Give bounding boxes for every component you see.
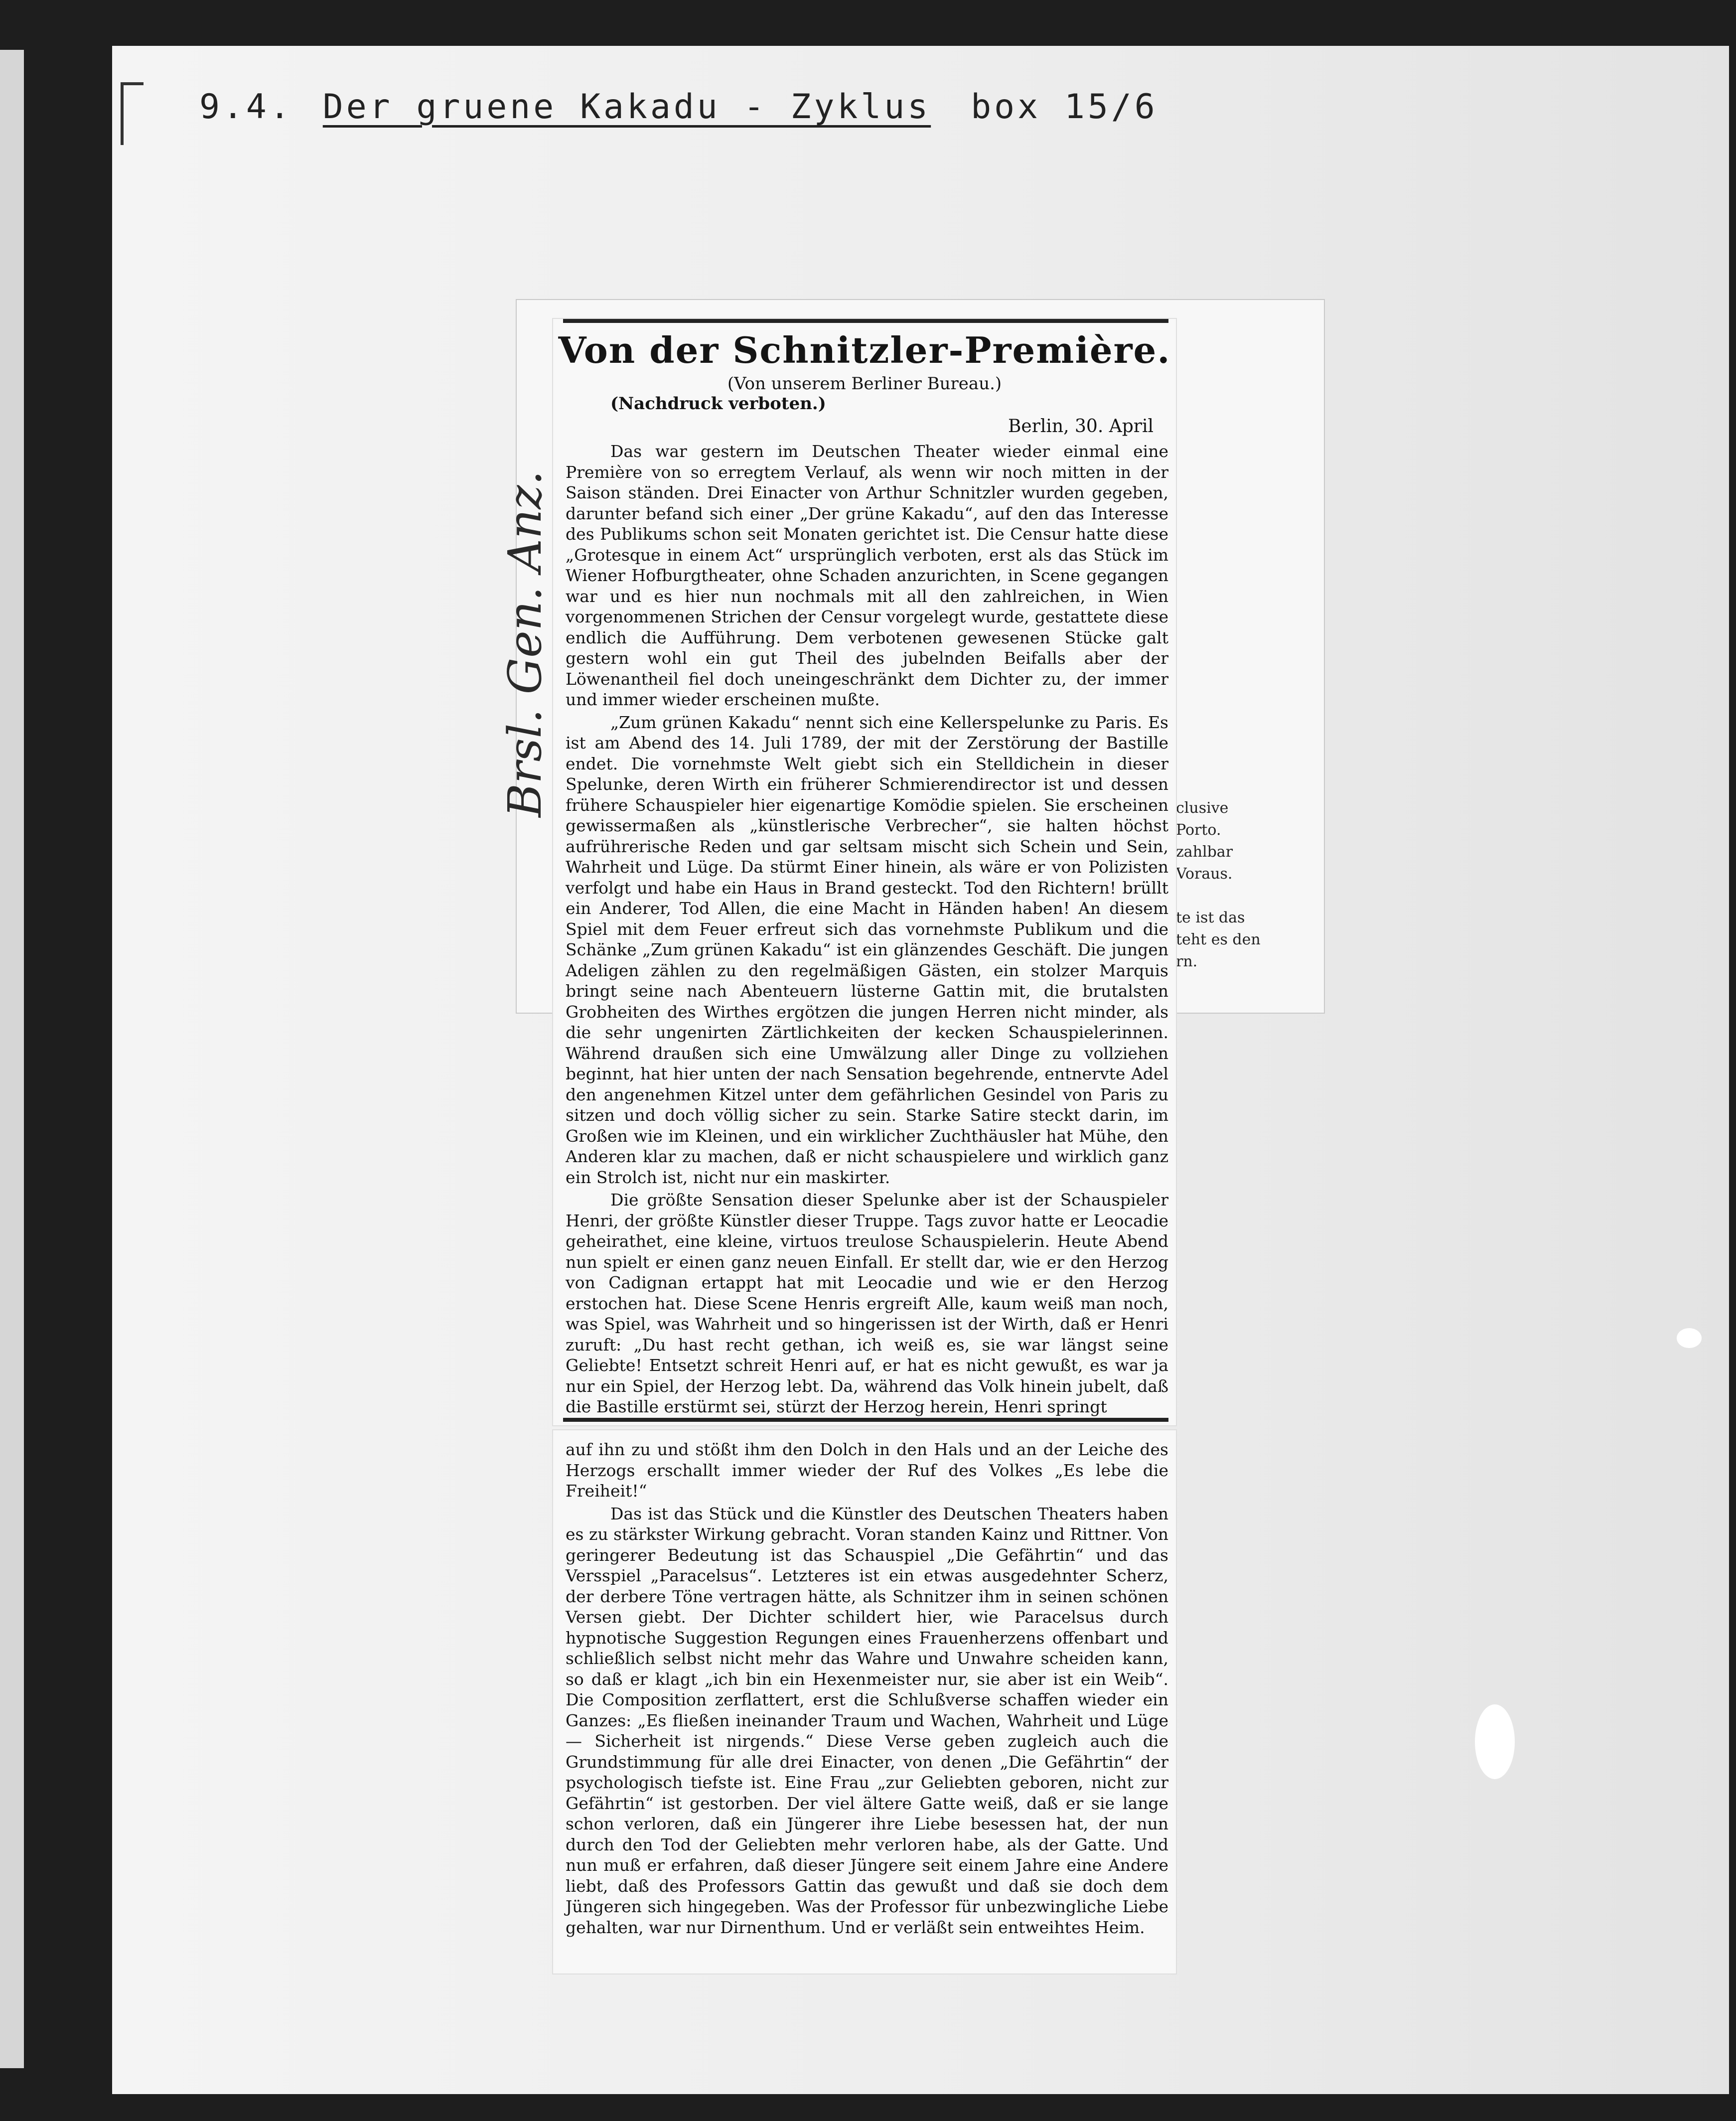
top-rule xyxy=(563,319,1168,323)
fragment-line: rn. xyxy=(1176,953,1198,970)
fragment-line: Porto. xyxy=(1176,821,1221,839)
article-paragraph: Das war gestern im Deutschen Theater wieder einmal eine Première von so erregtem Verlauf, als wenn wir noch mitten in der Saison ständen. Drei Einacter von Arthur Schnitzler wurden gegeben, darunter befand sich einer „Der grüne Kakadu“, auf den das Interesse des Publikums schon seit Monaten gerichtet ist. Die Censur hatte diese „Grotesque in einem Act“ ursprünglich verboten, erst als das Stück im Wiener Hofburgtheater, ohne Schaden anzurichten, in Scene gegangen war und es hier nun nochmals mit all den zahlreichen, in Wien vorgenommenen Strichen der Censur vorgelegt wurde, gestattete diese endlich die Aufführung. Dem verbotenen gewesenen Stücke galt gestern wohl ein gut Theil des jubelnden Beifalls aber der Löwenantheil fiel doch uneingeschränkt dem Dichter zu, der immer und immer wieder erscheinen mußte. xyxy=(566,442,1168,709)
article-subtitle: (Von unserem Berliner Bureau.) xyxy=(727,374,1002,394)
article-paragraph: auf ihn zu und stößt ihm den Dolch in den Hals und an der Leiche des Herzogs erschallt immer wieder der Ruf des Volkes „Es lebe die Freiheit!“ xyxy=(566,1440,1168,1501)
fragment-line xyxy=(1176,885,1315,907)
corner-bracket-mark xyxy=(121,82,144,145)
article-paragraph: Die größte Sensation dieser Spelunke aber ist der Schauspieler Henri, der größte Künstler dieser Truppe. Tags zuvor hatte er Leocadie geheirathet, eine kleine, virtuos treulose Schauspielerin. Heute Abend nun spielt er einen ganz neuen Einfall. Er stellt dar, wie er den Herzog von Cadignan ertappt hat mit Leocadie und wie er den Herzog erstochen hat. Diese Scene Henris ergreift Alle, kaum weiß man noch, was Spiel, was Wahrheit und so hingerissen ist der Wirth, daß er Henri zuruft: „Du hast recht gethan, ich weiß es, sie war längst seine Geliebte! Entsetzt schreit Henri auf, er hat es nicht gewußt, es war ja nur ein Spiel, der Herzog lebt. Da, während das Volk hinein jubelt, daß die Bastille erstürmt sei, stürzt der Herzog herein, Henri springt xyxy=(566,1190,1168,1416)
article-paragraph: Das ist das Stück und die Künstler des Deutschen Theaters haben es zu stärkster Wirkung gebracht. Voran standen Kainz und Rittner. Von geringerer Bedeutung ist das Schauspiel „Die Gefährtin“ und das Versspiel „Paracelsus“. Letzteres ist ein etwas ausgedehnter Scherz, der derbere Töne vertragen hätte, als Schnitzer ihm in seinen schönen Versen giebt. Der Dichter schildert hier, wie Paracelsus durch hypnotische Suggestion Regungen eines Frauenherzens offenbart und schließlich selbst nicht mehr das Wahre und Unwahre scheiden kann, so daß er klagt „ich bin ein Hexenmeister nur, sie aber ist ein Weib“. Die Composition zerflattert, erst die Schlußverse schaffen wieder ein Ganzes: „Es fließen ineinander Traum und Wachen, Wahrheit und Lüge — Sicherheit ist nirgends.“ Diese Verse geben zugleich auch die Grundstimmung für alle drei Einacter, von denen „Die Gefährtin“ der psychologisch tiefste ist. Eine Frau „zur Geliebten geboren, nicht zur Gefährtin“ ist gestorben. Der viel ältere Gatte weiß, daß er sie lange schon verloren, daß ein Jüngerer ihre Liebe besessen hat, der nun durch den Tod der Geliebten mehr verloren habe, als der Gatte. Und nun muß er erfahren, daß dieser Jüngere seit einem Jahre eine Andere liebt, daß des Professors Gattin das gewußt und daß sie doch dem Jüngeren sich hingegeben. Was der Professor für unbezwingliche Liebe gehalten, war nur Dirnenthum. Und er verläßt sein entweihtes Heim. xyxy=(566,1504,1168,1937)
fragment-line: Voraus. xyxy=(1176,865,1233,883)
collection-title: Der gruene Kakadu - Zyklus xyxy=(322,87,931,127)
adjacent-page-edge xyxy=(0,50,24,2068)
article-body-second xyxy=(566,1439,1168,1938)
article-dateline: Berlin, 30. April xyxy=(1008,416,1154,437)
fragment-line: zahlbar xyxy=(1176,843,1233,861)
bottom-rule xyxy=(563,1418,1168,1422)
fragment-line: te ist das xyxy=(1176,909,1245,926)
section-number: 9.4. xyxy=(199,87,293,127)
background-clipping-text xyxy=(1176,797,1315,973)
article-headline: Von der Schnitzler-Première. xyxy=(558,329,1171,371)
fragment-line: clusive xyxy=(1176,799,1229,817)
fragment-line: teht es den xyxy=(1176,931,1261,948)
paper-blemish xyxy=(1475,1704,1515,1779)
paper-blemish xyxy=(1677,1328,1702,1348)
article-paragraph: „Zum grünen Kakadu“ nennt sich eine Kellerspelunke zu Paris. Es ist am Abend des 14. Juli 1789, der mit der Zerstörung der Bastille endet. Die vornehmste Welt giebt sich ein Stelldichein in dieser Spelunke, deren Wirth ein früherer Schmierendirector ist und dessen frühere Schauspieler hier eigenartige Komödie spielen. Sie erscheinen gewissermaßen als „künstlerische Verbrecher“, sie halten höchst aufrührerische Reden und gar seltsam mischt sich Schein und Sein, Wahrheit und Lüge. Da stürmt Einer hinein, als wäre er von Polizisten verfolgt und habe ein Haus in Brand gesteckt. Tod den Richtern! brüllt ein Anderer, Tod Allen, die eine Macht in Händen haben! An diesem Spiel mit dem Feuer erfreut sich das vornehmste Publikum und die Schänke „Zum grünen Kakadu“ ist ein glänzendes Geschäft. Die jungen Adeligen zählen zu den regelmäßigen Gästen, ein stolzer Marquis bringt seine nach Abenteuern lüsterne Gattin mit, die brutalsten Grobheiten des Wirthes ergötzen die jungen Herren nicht minder, als die sehr ungenirten Zärtlichkeiten der kecken Schauspielerinnen. Während draußen sich eine Umwälzung aller Dinge zu vollziehen beginnt, hat hier unten der nach Sensation begehrende, entnervte Adel den angenehmen Kitzel unter dem gefährlichen Gesindel von Paris zu sitzen und doch völlig sicher zu sein. Starke Satire steckt darin, im Großen wie im Kleinen, und ein wirklicher Zuchthäusler hat Mühe, den Anderen klar zu machen, daß er nicht schauspielere und wirklich ganz ein Strolch ist, nicht nur ein maskirter. xyxy=(566,712,1168,1187)
archive-header xyxy=(199,87,1158,127)
handwritten-annotation: Brsl. Gen. Anz. xyxy=(498,470,552,817)
article-body-first xyxy=(566,441,1168,1417)
newspaper-clipping-bottom xyxy=(553,1430,1176,1973)
box-number: box 15/6 xyxy=(971,87,1158,127)
reprint-notice: (Nachdruck verboten.) xyxy=(610,394,826,414)
newspaper-clipping-top xyxy=(553,319,1176,1425)
